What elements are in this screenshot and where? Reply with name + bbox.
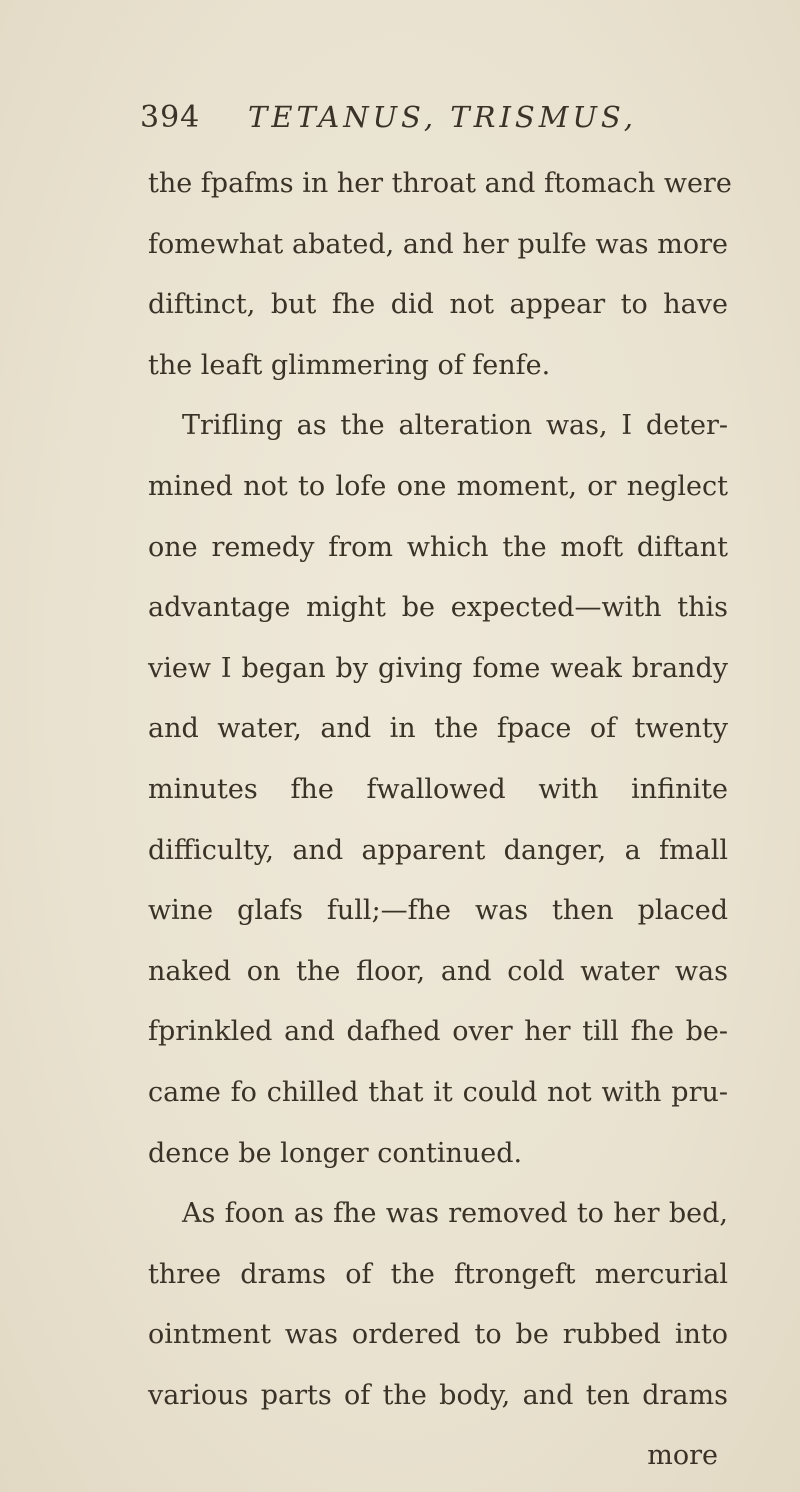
text-line: naked on the floor, and cold water was xyxy=(148,955,728,987)
text-line: the fpafms in her throat and ftomach were xyxy=(148,168,732,199)
text-line: difficulty, and apparent danger, a fmall xyxy=(148,834,728,866)
text-line: view I began by giving fome weak brandy xyxy=(148,652,728,684)
running-head: TETANUS, TRISMUS, xyxy=(248,100,637,134)
text-line: diftinct, but fhe did not appear to have xyxy=(148,289,728,321)
text-line: minutes fhe fwallowed with infinite xyxy=(148,773,728,805)
text-line: came fo chilled that it could not with pru- xyxy=(148,1076,728,1108)
text-line: and water, and in the fpace of twenty xyxy=(148,713,728,745)
text-line: As foon as fhe was removed to her bed, xyxy=(182,1198,728,1230)
catchword: more xyxy=(647,1440,718,1472)
body-text xyxy=(148,154,732,1487)
text-line: dence be longer continued. xyxy=(148,1137,523,1169)
text-line: one remedy from which the moft diftant xyxy=(148,531,728,563)
text-line: wine glafs full;—fhe was then placed xyxy=(148,895,728,927)
text-line: fomewhat abated, and her pulfe was more xyxy=(148,228,728,260)
text-line: advantage might be expected—with this xyxy=(148,592,728,624)
text-line: mined not to lofe one moment, or neglect xyxy=(148,470,728,502)
text-line: various parts of the body, and ten drams xyxy=(148,1379,728,1411)
text-line: three drams of the ftrongeft mercurial xyxy=(148,1258,728,1290)
text-line: Trifling as the alteration was, I deter- xyxy=(182,410,728,442)
text-line: fprinkled and dafhed over her till fhe be- xyxy=(148,1016,728,1048)
page-number: 394 xyxy=(140,100,201,135)
text-line: ointment was ordered to be rubbed into xyxy=(148,1319,728,1351)
page-header xyxy=(140,96,740,146)
text-line: the leaft glimmering of fenfe. xyxy=(148,349,551,381)
